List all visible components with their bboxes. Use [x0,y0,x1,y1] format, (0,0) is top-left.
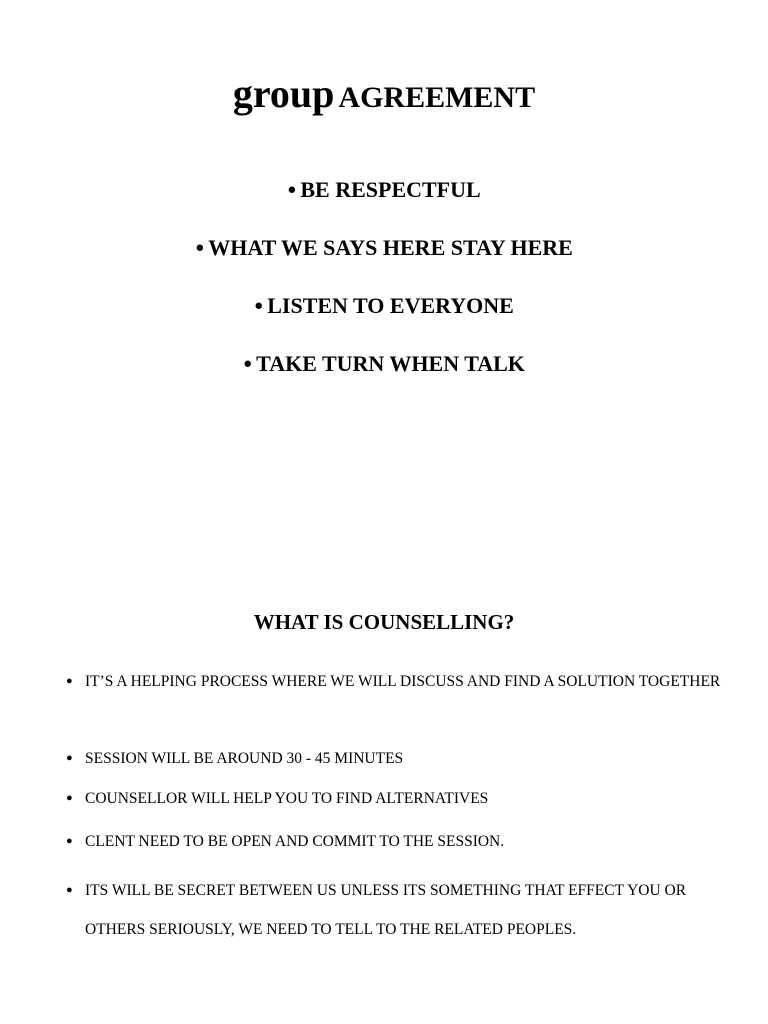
bullet-icon: ● [66,792,73,804]
bullet-icon: ● [254,298,264,314]
counselling-item-text: IT’S A HELPING PROCESS WHERE WE WILL DISCUSS AND FIND A SOLUTION TOGETHER [85,673,721,690]
title-part-group: group [232,71,335,116]
counselling-item-text: CLENT NEED TO BE OPEN AND COMMIT TO THE SESSION. [85,833,505,850]
bullet-icon: ● [66,884,73,896]
agreement-item-text: WHAT WE SAYS HERE STAY HERE [208,235,573,260]
title-part-agreement: AGREEMENT [338,81,536,114]
bullet-icon: ● [287,182,297,198]
counselling-item-text: SESSION WILL BE AROUND 30 - 45 MINUTES [85,750,404,767]
agreement-item [0,351,768,377]
bullet-icon: ● [66,835,73,847]
agreement-item-text: TAKE TURN WHEN TALK [256,351,525,376]
counselling-item [66,822,726,861]
counselling-item [66,739,726,778]
counselling-heading: WHAT IS COUNSELLING? [253,610,515,634]
agreement-item [0,235,768,261]
agreement-item [0,293,768,319]
counselling-item [66,871,726,949]
bullet-icon: ● [66,675,73,687]
counselling-item [66,779,726,818]
counselling-item-text: ITS WILL BE SECRET BETWEEN US UNLESS ITS SOMETHING THAT EFFECT YOU OR OTHERS SERIOUSLY, WE NEED TO TELL TO THE RELATED PEOPLES. [85,882,687,938]
agreement-item-text: BE RESPECTFUL [300,177,481,202]
bullet-icon: ● [195,240,205,256]
bullet-icon: ● [66,752,73,764]
counselling-item [66,662,726,701]
agreement-item [0,177,768,203]
document-title [0,70,768,117]
agreement-item-text: LISTEN TO EVERYONE [267,293,514,318]
counselling-item-text: COUNSELLOR WILL HELP YOU TO FIND ALTERNATIVES [85,790,489,807]
bullet-icon: ● [243,356,253,372]
